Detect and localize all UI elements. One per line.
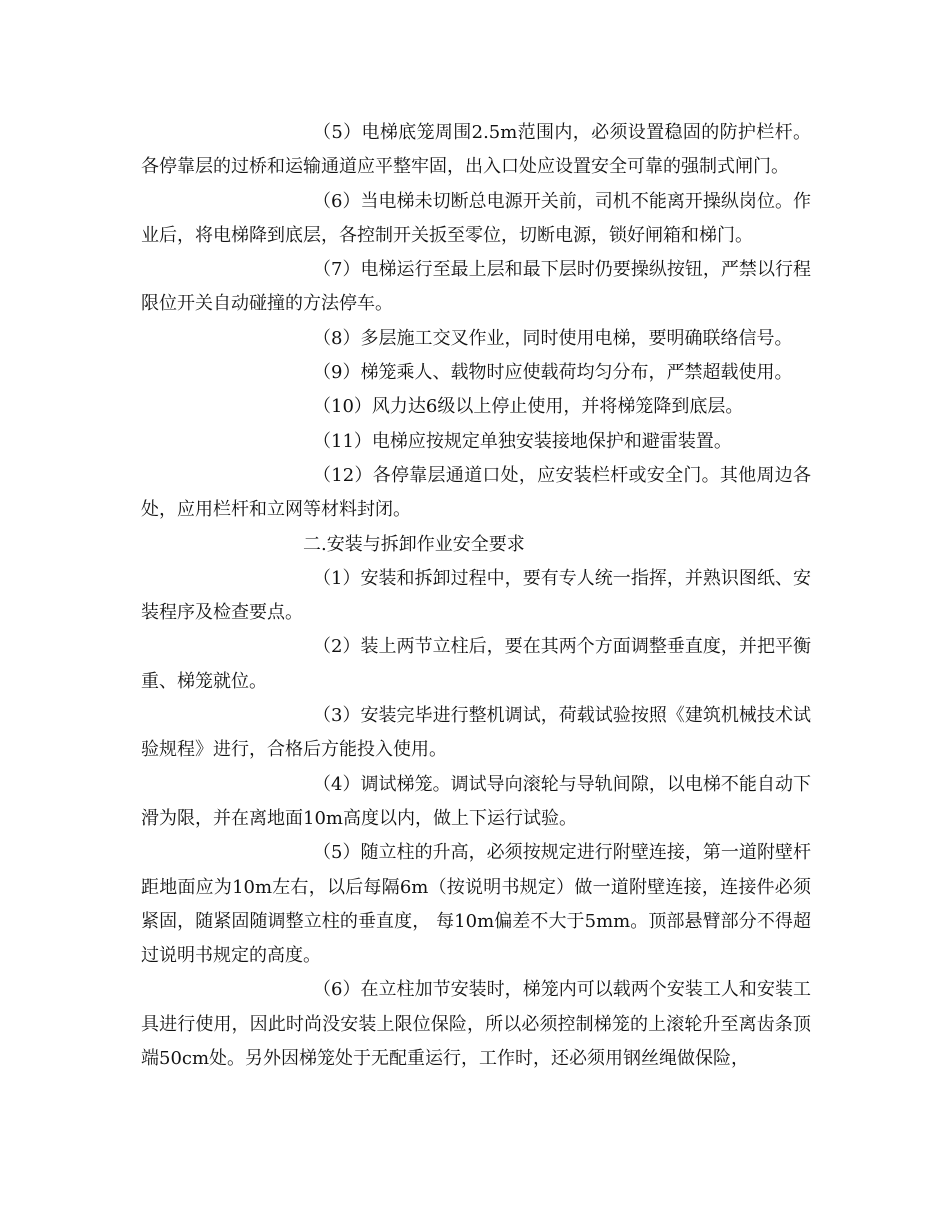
paragraph-mast-verticality: （2）装上两节立柱后，要在其两个方面调整垂直度，并把平衡重、梯笼就位。 bbox=[141, 636, 811, 692]
paragraph-installation-command: （1）安装和拆卸过程中，要有专人统一指挥，并熟识图纸、安装程序及检查要点。 bbox=[141, 567, 811, 624]
section-heading: 二.安装与拆卸作业安全要求 bbox=[303, 533, 525, 555]
paragraph-signals: （8）多层施工交叉作业，同时使用电梯，要明确联络信号。 bbox=[313, 327, 793, 349]
paragraph-grounding: （11）电梯应按规定单独安装接地保护和避雷装置。 bbox=[313, 430, 732, 452]
paragraph-load-test: （3）安装完毕进行整机调试，荷载试验按照《建筑机械技术试验规程》进行，合格后方能投入使用。 bbox=[141, 705, 811, 761]
document-body bbox=[141, 116, 811, 1076]
paragraph-limit-switch: （7）电梯运行至最上层和最下层时仍要操纵按钮，严禁以行程限位开关自动碰撞的方法停车。 bbox=[141, 259, 811, 315]
paragraph-power-switch: （6）当电梯未切断总电源开关前，司机不能离开操纵岗位。作业后，将电梯降到底层，各控制开关扳至零位，切断电源，锁好闸箱和梯门。 bbox=[141, 190, 811, 246]
paragraph-landing-gates: （12）各停靠层通道口处，应安装栏杆或安全门。其他周边各处，应用栏杆和立网等材料封闭。 bbox=[141, 464, 811, 521]
paragraph-load-distribution: （9）梯笼乘人、载物时应使载荷均匀分布，严禁超载使用。 bbox=[313, 362, 793, 384]
paragraph-mast-extension: （6）在立柱加节安装时，梯笼内可以载两个安装工人和安装工具进行使用，因此时尚没安装上限位保险，所以必须控制梯笼的上滚轮升至离齿条顶端50cm处。另外因梯笼处于无配重运行，工作时，还必须用钢丝绳做保险， bbox=[141, 979, 811, 1070]
paragraph-cage-adjustment: （4）调试梯笼。调试导向滚轮与导轨间隙，以电梯不能自动下滑为限，并在离地面10m高度以内，做上下运行试验。 bbox=[141, 773, 811, 829]
paragraph-wall-ties: （5）随立柱的升高，必须按规定进行附壁连接，第一道附壁杆距地面应为10m左右，以后每隔6m（按说明书规定）做一道附壁连接，连接件必须紧固，随紧固随调整立柱的垂直度， 每10m偏差不大于5mm。顶部悬臂部分不得超过说明书规定的高度。 bbox=[141, 842, 811, 967]
paragraph-wind-limit: （10）风力达6级以上停止使用，并将梯笼降到底层。 bbox=[313, 396, 744, 418]
paragraph-elevator-guardrail: （5）电梯底笼周围2.5m范围内，必须设置稳固的防护栏杆。各停靠层的过桥和运输通道应平整牢固，出入口处应设置安全可靠的强制式闸门。 bbox=[141, 122, 811, 178]
